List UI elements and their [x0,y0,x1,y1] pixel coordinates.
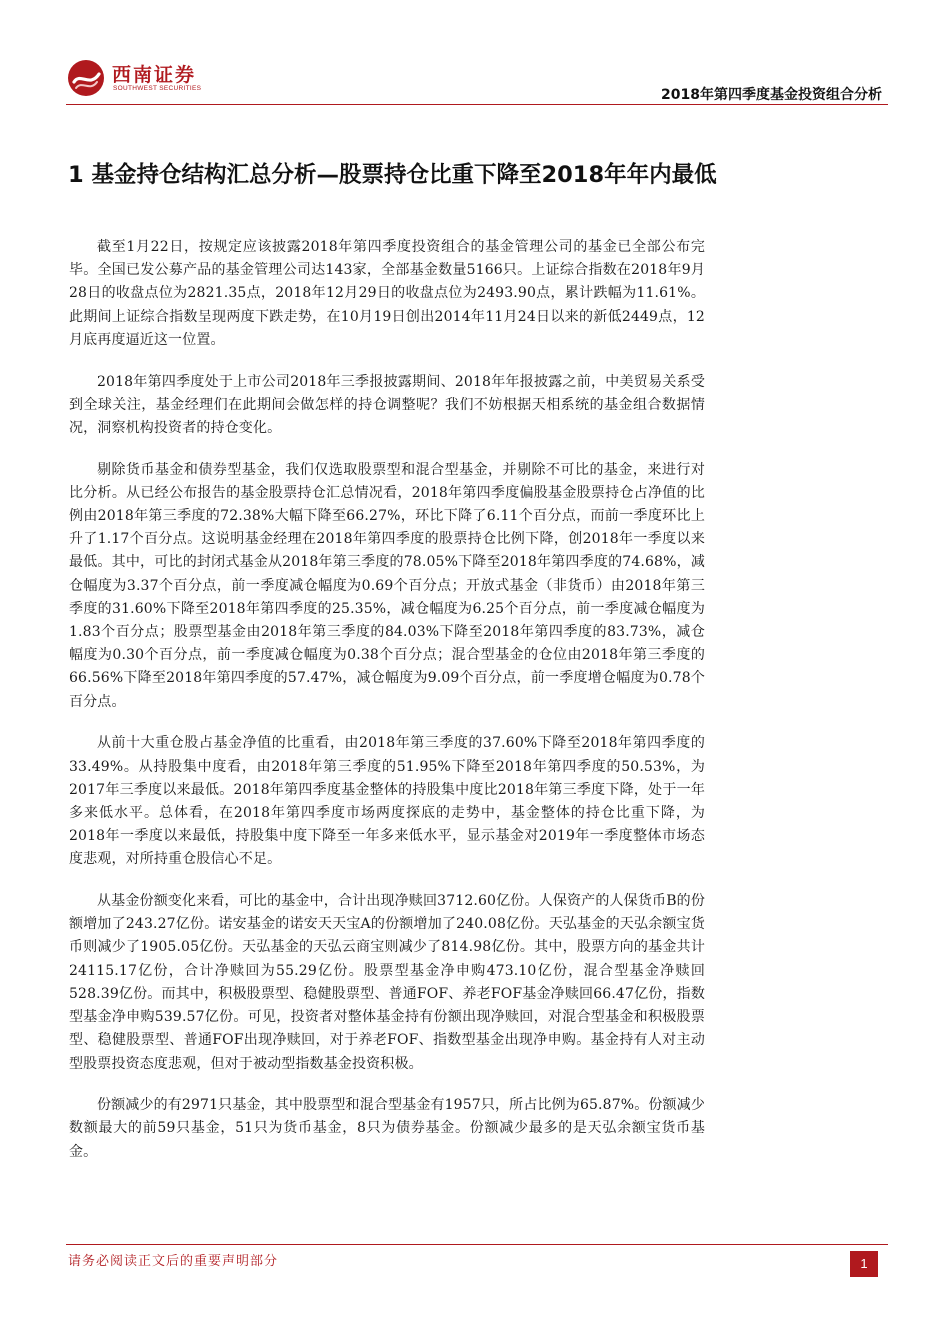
paragraph: 从基金份额变化来看，可比的基金中，合计出现净赎回3712.60亿份。人保资产的人保货币B的份额增加了243.27亿份。诺安基金的诺安天天宝A的份额增加了240.08亿份。天弘基金的天弘余额宝货币则减少了1905.05亿份。天弘基金的天弘云商宝则减少了814.98亿份。其中，股票方向的基金共计24115.17亿份，合计净赎回为55.29亿份。股票型基金净申购473.10亿份，混合型基金净赎回528.39亿份。而其中，积极股票型、稳健股票型、普通FOF、养老FOF基金净赎回66.47亿份，指数型基金净申购539.57亿份。可见，投资者对整体基金持有份额出现净赎回，对混合型基金和积极股票型、稳健股票型、普通FOF出现净赎回，对于养老FOF、指数型基金出现净申购。基金持有人对主动型股票投资态度悲观，但对于被动型指数基金投资积极。 [69,893,705,1072]
company-logo [66,56,266,102]
paragraph: 2018年第四季度处于上市公司2018年三季报披露期间、2018年年报披露之前，中美贸易关系受到全球关注，基金经理们在此期间会做怎样的持仓调整呢？我们不妨根据天相系统的基金组合数据情况，洞察机构投资者的持仓变化。 [69,373,705,436]
section-heading: 1 基金持仓结构汇总分析—股票持仓比重下降至2018年年内最低 [68,162,717,188]
logo-english-name: SOUTHWEST SECURITIES [113,85,202,92]
report-title: 2018年第四季度基金投资组合分析 [661,87,882,103]
paragraph: 截至1月22日，按规定应该披露2018年第四季度投资组合的基金管理公司的基金已全部公布完毕。全国已发公募产品的基金管理公司达143家，全部基金数量5166只。上证综合指数在2018年9月28日的收盘点位为2821.35点，2018年12月29日的收盘点位为2493.90点，累计跌幅为11.61%。此期间上证综合指数呈现两度下跌走势，在10月19日创出2014年11月24日以来的新低2449点，12月底再度逼近这一位置。 [69,239,705,348]
logo-emblem-icon [66,58,106,98]
body-text [69,236,705,1182]
paragraph: 从前十大重仓股占基金净值的比重看，由2018年第三季度的37.60%下降至2018年第四季度的33.49%。从持股集中度看，由2018年第三季度的51.95%下降至2018年第四季度的50.53%，为2017年三季度以来最低。2018年第四季度基金整体的持股集中度比2018年第三季度下降，处于一年多来低水平。总体看，在2018年第四季度市场两度探底的走势中，基金整体的持仓比重下降，为2018年一季度以来最低，持股集中度下降至一年多来低水平，显示基金对2019年一季度整体市场态度悲观，对所持重仓股信心不足。 [69,735,705,868]
logo-chinese-name: 西南证券 [112,64,197,86]
page-header [66,56,888,106]
disclaimer-note: 请务必阅读正文后的重要声明部分 [68,1254,279,1269]
footer-divider [66,1244,888,1245]
paragraph: 剔除货币基金和债券型基金，我们仅选取股票型和混合型基金，并剔除不可比的基金，来进行对比分析。从已经公布报告的基金股票持仓汇总情况看，2018年第四季度偏股基金股票持仓占净值的比例由2018年第三季度的72.38%大幅下降至66.27%，环比下降了6.11个百分点，而前一季度环比上升了1.17个百分点。这说明基金经理在2018年第四季度的股票持仓比例下降，创2018年一季度以来最低。其中，可比的封闭式基金从2018年第三季度的78.05%下降至2018年第四季度的74.68%，减仓幅度为3.37个百分点，前一季度减仓幅度为0.69个百分点；开放式基金（非货币）由2018年第三季度的31.60%下降至2018年第四季度的25.35%，减仓幅度为6.25个百分点，前一季度减仓幅度为1.83个百分点；股票型基金由2018年第三季度的84.03%下降至2018年第四季度的83.73%，减仓幅度为0.30个百分点，前一季度减仓幅度为0.38个百分点；混合型基金的仓位由2018年第三季度的66.56%下降至2018年第四季度的57.47%，减仓幅度为9.09个百分点，前一季度增仓幅度为0.78个百分点。 [69,461,705,710]
header-divider [66,104,888,105]
page-number: 1 [850,1251,878,1277]
paragraph: 份额减少的有2971只基金，其中股票型和混合型基金有1957只，所占比例为65.87%。份额减少数额最大的前59只基金，51只为货币基金，8只为债券基金。份额减少最多的是天弘余额宝货币基金。 [69,1097,705,1160]
